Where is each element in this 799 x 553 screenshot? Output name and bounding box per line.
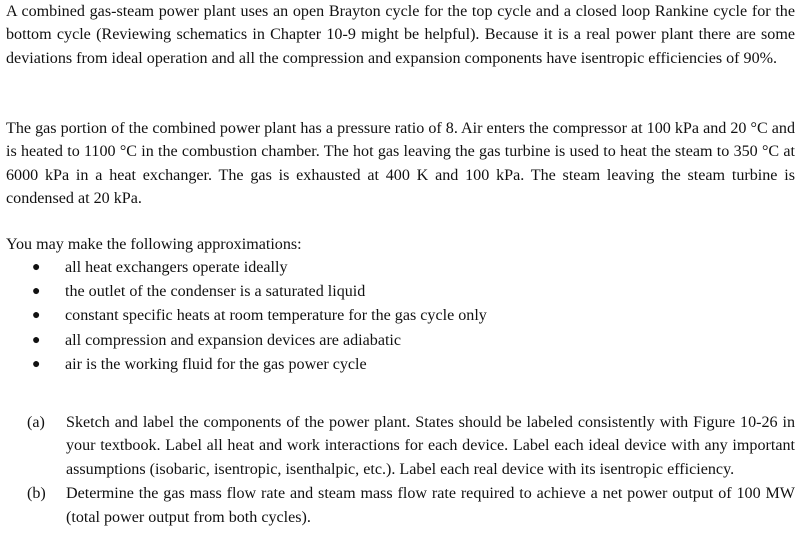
question-text: Determine the gas mass flow rate and steam mass flow rate required to achieve a net power output of 100 MW (total power output from both cycles). — [66, 485, 795, 526]
approximation-text: the outlet of the condenser is a saturated liquid — [65, 283, 366, 301]
question-item — [6, 482, 795, 529]
approximations-title: You may make the following approximations: — [6, 236, 302, 253]
list-item — [6, 353, 795, 377]
bullet-icon: ● — [32, 356, 41, 372]
list-item — [6, 329, 795, 353]
question-label: (b) — [27, 485, 46, 503]
approximation-text: all heat exchangers operate ideally — [65, 259, 288, 276]
approximation-text: constant specific heats at room temperature for the gas cycle only — [65, 307, 487, 325]
bullet-icon: ● — [32, 260, 41, 275]
bullet-icon: ● — [32, 308, 41, 324]
question-item — [6, 411, 795, 481]
questions-list — [6, 411, 795, 530]
list-item — [6, 304, 795, 328]
intro-paragraph: A combined gas-steam power plant uses an open Brayton cycle for the top cycle and a closed loop Rankine cycle for the bottom cycle (Reviewing schematics in Chapter 10-9 might be helpful). Because it is a real power plant there are some deviations from ideal operation and all the compression and expansion components have isentropic efficiencies of 90%. — [6, 3, 795, 67]
question-label: (a) — [27, 414, 45, 431]
list-item — [6, 256, 795, 280]
question-text: Sketch and label the components of the power plant. States should be labeled consistently with Figure 10-26 in your textbook. Label all heat and work interactions for each device. Label each ideal device with any important assumptions (isobaric, isentropic, isenthalpic, etc.). Label each real device with its isentropic efficiency. — [66, 414, 795, 478]
gas-portion-paragraph: The gas portion of the combined power plant has a pressure ratio of 8. Air enters the compressor at 100 kPa and 20 °C and is heated to 1100 °C in the combustion chamber. The hot gas leaving the gas turbine is used to heat the steam to 350 °C at 6000 kPa in a heat exchanger. The gas is exhausted at 400 K and 100 kPa. The steam leaving the steam turbine is condensed at 20 kPa. — [6, 120, 795, 208]
approximations-list — [6, 256, 795, 377]
bullet-icon: ● — [32, 284, 41, 300]
list-item — [6, 280, 795, 304]
approximation-text: all compression and expansion devices are adiabatic — [65, 331, 402, 349]
approximation-text: air is the working fluid for the gas power cycle — [65, 355, 367, 373]
bullet-icon: ● — [32, 332, 41, 348]
